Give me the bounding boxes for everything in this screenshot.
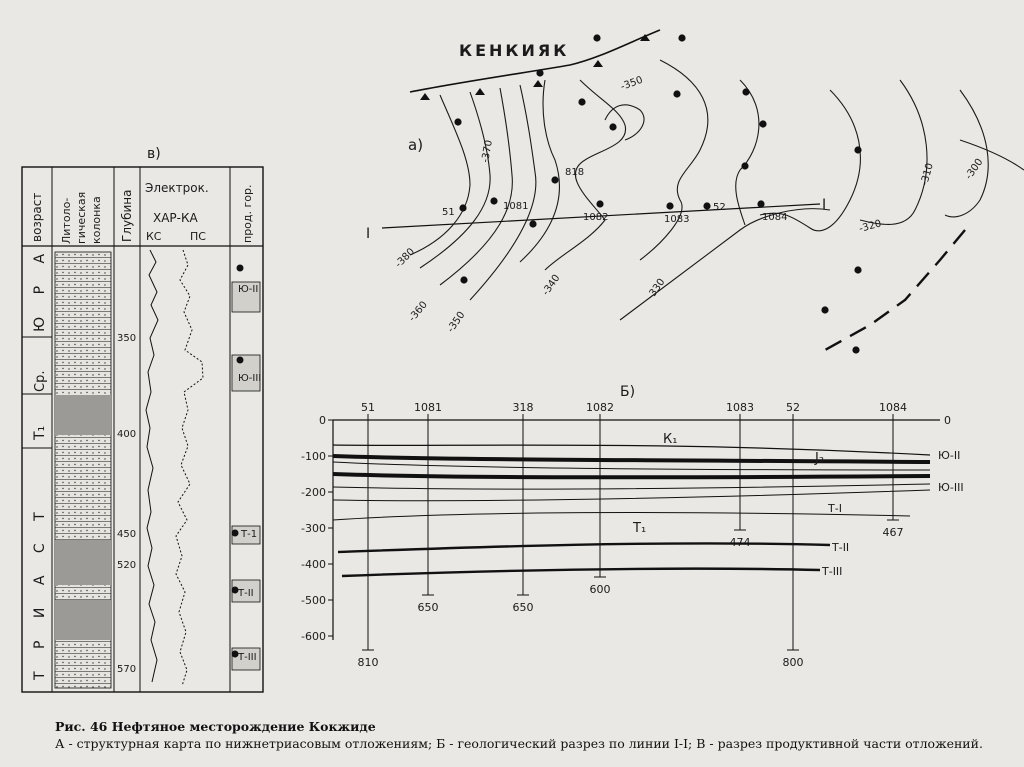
- caption-title: Рис. 46 Нефтяное месторождение Кокжиде: [55, 719, 376, 734]
- layer-t1: Т₁: [633, 521, 647, 536]
- contour-lines: [410, 60, 1024, 320]
- map-well-1081: 1081: [503, 201, 529, 212]
- map-well-52: 52: [713, 202, 726, 213]
- map-well-1082: 1082: [583, 212, 609, 223]
- caption-text: А - структурная карта по нижнетриасовым отложениям; Б - геологический разрез по линии I-I; В - разрез продуктивной части отложений.: [55, 736, 983, 751]
- header-kc: КС: [146, 230, 162, 243]
- section-well-depth: 810: [357, 656, 379, 669]
- svg-text:гическая: гическая: [75, 191, 88, 244]
- map-panel-label: а): [408, 136, 424, 154]
- header-age: возраст: [30, 192, 44, 242]
- horizon-t2: Т-II: [238, 588, 254, 599]
- depth-570: 570: [117, 664, 137, 675]
- contour-label-350b: -350: [445, 309, 468, 335]
- age-sr: Ср.: [33, 370, 48, 392]
- section-well-label: 51: [361, 401, 375, 414]
- depth-400: 400: [117, 429, 137, 440]
- age-t1: Т₁: [32, 425, 48, 440]
- section-horizon-ju2: Ю-II: [938, 449, 961, 462]
- depth-tick-label: -200: [301, 486, 326, 499]
- depth-350: 350: [117, 333, 137, 344]
- section-well-depth: 650: [417, 601, 439, 614]
- header-depth: Глубина: [120, 189, 134, 242]
- contour-label-340: -340: [540, 272, 563, 298]
- section-well-label: 52: [786, 401, 800, 414]
- layer-k1: К₁: [663, 432, 678, 447]
- depth-ticks: [301, 414, 333, 643]
- contour-label-300: -300: [963, 156, 986, 182]
- section-horizon-t1: Т-I: [828, 502, 842, 515]
- section-horizon-t3: Т-III: [822, 565, 843, 578]
- map-panel: [366, 30, 1024, 354]
- map-well-1083: 1083: [664, 214, 690, 225]
- header-elec-sub: ХАР-КА: [153, 211, 198, 225]
- section-well-label: 1081: [414, 401, 442, 414]
- age-trias: Т Р И А С Т: [32, 503, 48, 680]
- section-well-depth: 800: [782, 656, 804, 669]
- section-well-depth: 467: [882, 526, 904, 539]
- contour-label-360: -360: [406, 299, 430, 324]
- kc-curve: [146, 250, 158, 682]
- horizon-ju3: Ю-III: [238, 373, 262, 384]
- contour-label-380: -380: [393, 246, 418, 271]
- contour-label-350a: -350: [619, 74, 645, 93]
- section-well-depth: 650: [512, 601, 534, 614]
- log-panel-label: в): [147, 146, 161, 162]
- layer-j2: J₂: [815, 451, 825, 466]
- boundary-dashed: [825, 230, 965, 350]
- horizon-ju2: Ю-II: [238, 284, 259, 295]
- section-well-label: 1084: [879, 401, 907, 414]
- header-pc: ПС: [190, 230, 206, 243]
- age-jura: Ю Р А: [32, 244, 48, 332]
- depth-tick-label: 0: [319, 414, 326, 427]
- depth-tick-label: -600: [301, 630, 326, 643]
- depth-520: 520: [117, 560, 137, 571]
- map-well-1084: 1084: [762, 212, 788, 223]
- header-litho: Литоло-: [60, 197, 73, 244]
- header-elec-title: Электрок.: [145, 181, 209, 195]
- line-label-left: I: [366, 226, 371, 242]
- right-zero: 0: [944, 414, 951, 427]
- log-panel: [22, 146, 263, 692]
- pc-curve: [176, 250, 203, 686]
- contour-label-310: -310: [919, 161, 936, 187]
- section-horizon-ju3: Ю-III: [938, 481, 964, 494]
- horizon-t3: Т-III: [238, 652, 257, 663]
- contour-label-330: -330: [645, 276, 668, 302]
- figure-caption: [55, 718, 1015, 752]
- depth-tick-label: -400: [301, 558, 326, 571]
- line-label-right: I: [822, 197, 827, 213]
- section-panel: [301, 384, 964, 669]
- depth-450: 450: [117, 529, 137, 540]
- map-well-51: 51: [442, 207, 455, 218]
- field-name: КЕНКИЯК: [459, 41, 570, 60]
- svg-text:колонка: колонка: [90, 196, 103, 244]
- header-prod: прод. гор.: [241, 184, 254, 243]
- horizon-t1: Т-1: [241, 529, 258, 540]
- depth-tick-label: -100: [301, 450, 326, 463]
- depth-tick-label: -500: [301, 594, 326, 607]
- section-well-depth: 600: [589, 583, 611, 596]
- depth-tick-label: -300: [301, 522, 326, 535]
- contour-label-370: -370: [480, 139, 495, 164]
- section-horizon-t2: Т-II: [832, 541, 850, 554]
- section-well-label: 1083: [726, 401, 754, 414]
- map-well-818: 818: [565, 167, 585, 178]
- contour-label-320: -320: [857, 218, 883, 235]
- section-well-depth: 474: [729, 536, 751, 549]
- section-panel-label: Б): [620, 384, 636, 400]
- map-wells: [454, 34, 861, 353]
- section-well-label: 318: [512, 401, 534, 414]
- section-well-label: 1082: [586, 401, 614, 414]
